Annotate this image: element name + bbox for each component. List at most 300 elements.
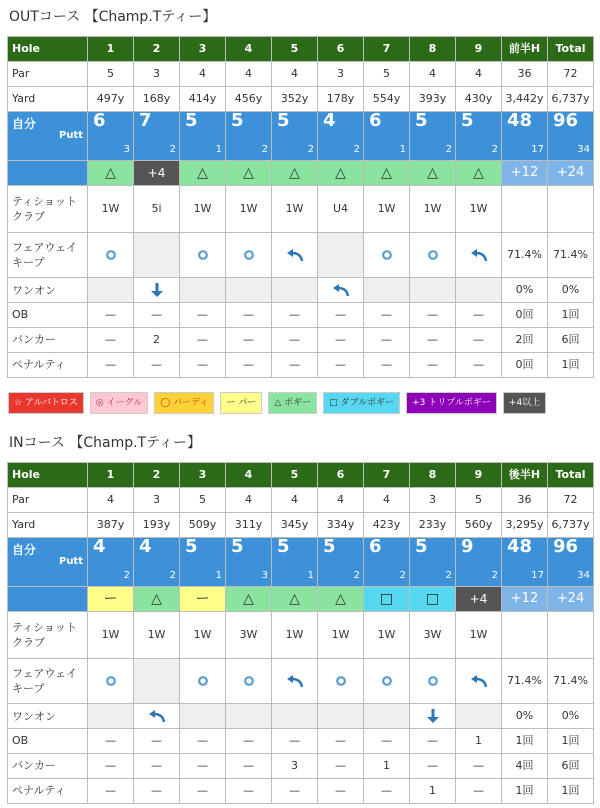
ob-label: OB	[8, 303, 88, 328]
penalty-cell: —	[272, 779, 318, 804]
bunker-cell: —	[456, 754, 502, 779]
putts-value: 2	[445, 570, 452, 581]
yard-cell: 387y	[88, 513, 134, 538]
ob-cell: 1回	[548, 303, 594, 328]
hole-header-cell: 3	[180, 463, 226, 488]
hole-header-cell: 1	[88, 463, 134, 488]
strokes-value: 5	[415, 536, 428, 557]
bunker-cell: 1	[364, 754, 410, 779]
legend-item: +3 トリプルボギー	[406, 392, 497, 414]
fairway-keep-row	[8, 233, 594, 278]
par-cell: 3	[318, 62, 364, 87]
hole-header-cell: 2	[134, 37, 180, 62]
bunker-label: バンカー	[8, 754, 88, 779]
putt-label: Putt	[58, 130, 83, 141]
par-cell: 4	[226, 488, 272, 513]
result-mark-cell: +12	[502, 161, 548, 186]
fairway-hit-icon	[381, 674, 393, 687]
score-cell	[88, 112, 134, 161]
fairway-keep-cell	[456, 659, 502, 704]
ob-cell: 1回	[548, 729, 594, 754]
par-cell: 4	[318, 488, 364, 513]
score-label: 自分	[12, 117, 37, 131]
miss-left-arrow-icon	[286, 248, 304, 261]
penalty-cell: 1	[410, 779, 456, 804]
result-mark-cell: △	[226, 161, 272, 186]
yard-label: Yard	[8, 513, 88, 538]
one-on-cell	[272, 278, 318, 303]
hole-header-cell: 5	[272, 463, 318, 488]
tee-club-cell: 1W	[456, 186, 502, 233]
yard-cell: 414y	[180, 87, 226, 112]
bunker-cell: —	[272, 328, 318, 353]
par-cell: 4	[180, 62, 226, 87]
tee-club-cell: 1W	[318, 612, 364, 659]
hole-header-cell: 6	[318, 463, 364, 488]
yard-cell: 423y	[364, 513, 410, 538]
one-on-cell: 0%	[502, 704, 548, 729]
par-cell: 5	[456, 488, 502, 513]
par-label: Par	[8, 488, 88, 513]
par-cell: 36	[502, 488, 548, 513]
strokes-value: 6	[369, 110, 382, 131]
fairway-keep-cell	[410, 659, 456, 704]
score-cell	[502, 112, 548, 161]
fairway-keep-cell	[410, 233, 456, 278]
score-row	[8, 538, 594, 587]
strokes-value: 5	[461, 110, 474, 131]
miss-left-arrow-icon	[332, 283, 350, 296]
tee-club-cell: 1W	[364, 186, 410, 233]
putts-value: 3	[261, 570, 268, 581]
putts-value: 34	[577, 570, 590, 581]
ob-cell: —	[134, 303, 180, 328]
one-on-cell: 0%	[502, 278, 548, 303]
putts-value: 17	[531, 570, 544, 581]
penalty-cell: —	[318, 353, 364, 378]
putts-value: 2	[261, 144, 268, 155]
header-row	[8, 463, 594, 488]
yard-cell: 334y	[318, 513, 364, 538]
par-label: Par	[8, 62, 88, 87]
strokes-value: 5	[231, 536, 244, 557]
bunker-cell: —	[226, 754, 272, 779]
legend-item: □ ダブルボギー	[323, 392, 400, 414]
fairway-keep-cell	[134, 233, 180, 278]
score-cell	[318, 112, 364, 161]
putts-value: 2	[123, 570, 130, 581]
ob-label: OB	[8, 729, 88, 754]
miss-left-arrow-icon	[148, 709, 166, 722]
in-course-title: INコース 【Champ.Tティー】	[9, 435, 201, 451]
one-on-cell	[318, 278, 364, 303]
strokes-value: 7	[139, 110, 152, 131]
result-mark-cell: △	[272, 161, 318, 186]
bunker-cell: —	[410, 754, 456, 779]
tee-club-cell	[548, 186, 594, 233]
strokes-value: 5	[415, 110, 428, 131]
tee-club-cell	[502, 186, 548, 233]
tee-club-row	[8, 186, 594, 233]
fairway-keep-cell	[226, 659, 272, 704]
tee-club-cell	[502, 612, 548, 659]
hole-header-cell: 4	[226, 463, 272, 488]
yard-label: Yard	[8, 87, 88, 112]
one-on-cell	[364, 278, 410, 303]
strokes-value: 6	[369, 536, 382, 557]
penalty-cell: —	[134, 353, 180, 378]
yard-cell: 509y	[180, 513, 226, 538]
result-mark-cell: △	[226, 587, 272, 612]
score-cell	[410, 112, 456, 161]
yard-cell: 456y	[226, 87, 272, 112]
tee-club-cell: 1W	[272, 612, 318, 659]
penalty-cell: —	[226, 779, 272, 804]
ob-cell: —	[318, 303, 364, 328]
bunker-cell: —	[364, 328, 410, 353]
par-cell: 5	[88, 62, 134, 87]
putts-value: 3	[123, 144, 130, 155]
par-cell: 3	[134, 62, 180, 87]
yard-cell: 168y	[134, 87, 180, 112]
strokes-value: 5	[231, 110, 244, 131]
result-mark-cell: +12	[502, 587, 548, 612]
fairway-keep-label: フェアウェイ キープ	[8, 659, 88, 704]
result-mark-cell: △	[134, 587, 180, 612]
ob-cell: 1	[456, 729, 502, 754]
yard-cell: 393y	[410, 87, 456, 112]
hole-header: Hole	[8, 463, 88, 488]
par-cell: 4	[410, 62, 456, 87]
one-on-cell	[456, 704, 502, 729]
ob-cell: —	[272, 729, 318, 754]
fairway-keep-label: フェアウェイ キープ	[8, 233, 88, 278]
result-mark-label	[8, 161, 88, 186]
yard-cell: 6,737y	[548, 87, 594, 112]
yard-cell: 6,737y	[548, 513, 594, 538]
out-course-title: OUTコース 【Champ.Tティー】	[9, 9, 217, 25]
fairway-hit-icon	[427, 248, 439, 261]
penalty-cell: —	[134, 779, 180, 804]
tee-club-cell: 1W	[456, 612, 502, 659]
putts-value: 17	[531, 144, 544, 155]
one-on-cell	[134, 278, 180, 303]
score-cell	[502, 538, 548, 587]
strokes-value: 48	[507, 110, 533, 131]
penalty-cell: —	[318, 779, 364, 804]
score-cell	[180, 112, 226, 161]
par-cell: 5	[364, 62, 410, 87]
legend-item: +4以上	[503, 392, 546, 414]
tee-club-cell: 3W	[226, 612, 272, 659]
legend-item: ☆ アルバトロス	[8, 392, 84, 414]
one-on-label: ワンオン	[8, 704, 88, 729]
miss-left-arrow-icon	[470, 248, 488, 261]
result-mark-cell: △	[410, 161, 456, 186]
yard-row	[8, 87, 594, 112]
ob-cell: —	[134, 729, 180, 754]
legend-item: △ ボギー	[268, 392, 317, 414]
penalty-cell: —	[456, 353, 502, 378]
putts-value: 2	[307, 144, 314, 155]
bunker-cell: 2	[134, 328, 180, 353]
bunker-cell: —	[456, 328, 502, 353]
ob-cell: —	[318, 729, 364, 754]
tee-club-cell: 1W	[134, 612, 180, 659]
yard-cell: 430y	[456, 87, 502, 112]
bunker-cell: —	[88, 754, 134, 779]
result-mark-row	[8, 161, 594, 186]
fairway-keep-cell	[318, 659, 364, 704]
score-cell	[456, 538, 502, 587]
par-cell: 4	[272, 62, 318, 87]
par-cell: 4	[226, 62, 272, 87]
ob-row	[8, 303, 594, 328]
fairway-keep-row	[8, 659, 594, 704]
fairway-hit-icon	[243, 674, 255, 687]
par-cell: 4	[88, 488, 134, 513]
strokes-value: 4	[323, 110, 336, 131]
strokes-value: 4	[139, 536, 152, 557]
score-legend	[8, 392, 593, 414]
tee-club-cell: 1W	[226, 186, 272, 233]
one-on-cell	[88, 704, 134, 729]
result-mark-cell: △	[456, 161, 502, 186]
result-mark-cell: +24	[548, 587, 594, 612]
score-cell	[410, 538, 456, 587]
score-cell	[272, 538, 318, 587]
yard-row	[8, 513, 594, 538]
putts-value: 1	[215, 570, 222, 581]
tee-club-cell: 1W	[180, 186, 226, 233]
putts-value: 1	[215, 144, 222, 155]
yard-cell: 345y	[272, 513, 318, 538]
ob-cell: —	[272, 303, 318, 328]
ob-cell: —	[180, 729, 226, 754]
par-cell: 3	[134, 488, 180, 513]
ob-cell: —	[456, 303, 502, 328]
fairway-keep-cell: 71.4%	[548, 233, 594, 278]
result-mark-cell: □	[364, 587, 410, 612]
hole-header-cell: 9	[456, 37, 502, 62]
hole-header-cell: 8	[410, 463, 456, 488]
yard-cell: 554y	[364, 87, 410, 112]
par-row	[8, 488, 594, 513]
out-section	[7, 8, 593, 378]
score-cell	[134, 112, 180, 161]
fairway-keep-cell: 71.4%	[502, 659, 548, 704]
legend-item: ー パー	[220, 392, 262, 414]
fairway-hit-icon	[243, 248, 255, 261]
ob-cell: —	[180, 303, 226, 328]
tee-club-cell: U4	[318, 186, 364, 233]
one-on-cell	[226, 704, 272, 729]
result-mark-label	[8, 587, 88, 612]
bunker-cell: —	[410, 328, 456, 353]
strokes-value: 9	[461, 536, 474, 557]
result-mark-cell: □	[410, 587, 456, 612]
fairway-keep-cell: 71.4%	[502, 233, 548, 278]
fairway-hit-icon	[197, 674, 209, 687]
putts-value: 34	[577, 144, 590, 155]
strokes-value: 5	[277, 536, 290, 557]
fairway-keep-cell	[318, 233, 364, 278]
fairway-keep-cell: 71.4%	[548, 659, 594, 704]
penalty-cell: —	[410, 353, 456, 378]
ob-cell: 1回	[502, 729, 548, 754]
fairway-keep-cell	[456, 233, 502, 278]
legend-item: ◎ イーグル	[90, 392, 148, 414]
one-on-cell	[410, 278, 456, 303]
yard-cell: 311y	[226, 513, 272, 538]
penalty-label: ペナルティ	[8, 353, 88, 378]
score-label-cell	[8, 538, 88, 587]
hole-header-cell: 7	[364, 37, 410, 62]
ob-cell: —	[364, 729, 410, 754]
bunker-cell: 6回	[548, 754, 594, 779]
tee-club-cell: 1W	[272, 186, 318, 233]
bunker-cell: 3	[272, 754, 318, 779]
out-scorecard-table	[7, 36, 594, 378]
fairway-hit-icon	[105, 674, 117, 687]
miss-short-arrow-icon	[427, 709, 439, 722]
fairway-keep-cell	[180, 233, 226, 278]
strokes-value: 48	[507, 536, 533, 557]
yard-cell: 497y	[88, 87, 134, 112]
in-section	[7, 434, 593, 804]
par-row	[8, 62, 594, 87]
hole-header-cell: 9	[456, 463, 502, 488]
yard-cell: 193y	[134, 513, 180, 538]
miss-left-arrow-icon	[470, 674, 488, 687]
putts-value: 1	[399, 144, 406, 155]
score-cell	[318, 538, 364, 587]
strokes-value: 96	[553, 536, 579, 557]
putts-value: 2	[491, 144, 498, 155]
hole-header-cell: 2	[134, 463, 180, 488]
score-cell	[226, 112, 272, 161]
ob-cell: —	[88, 729, 134, 754]
one-on-cell	[180, 704, 226, 729]
one-on-cell	[272, 704, 318, 729]
penalty-cell: —	[180, 779, 226, 804]
putts-value: 2	[169, 570, 176, 581]
one-on-cell: 0%	[548, 704, 594, 729]
score-cell	[180, 538, 226, 587]
result-mark-cell: +4	[134, 161, 180, 186]
score-cell	[364, 112, 410, 161]
putts-value: 2	[353, 144, 360, 155]
yard-cell: 3,442y	[502, 87, 548, 112]
result-mark-cell: +4	[456, 587, 502, 612]
fairway-keep-cell	[272, 659, 318, 704]
fairway-keep-cell	[88, 659, 134, 704]
strokes-value: 4	[93, 536, 106, 557]
hole-header: Hole	[8, 37, 88, 62]
yard-cell: 233y	[410, 513, 456, 538]
legend-item: ◯ バーディ	[154, 392, 214, 414]
ob-cell: —	[226, 729, 272, 754]
tee-club-cell	[548, 612, 594, 659]
par-cell: 72	[548, 488, 594, 513]
score-cell	[272, 112, 318, 161]
one-on-cell	[180, 278, 226, 303]
putts-value: 2	[353, 570, 360, 581]
fairway-hit-icon	[105, 248, 117, 261]
one-on-cell	[88, 278, 134, 303]
fairway-keep-cell	[364, 233, 410, 278]
hole-header-cell: 後半H	[502, 463, 548, 488]
hole-header-cell: 7	[364, 463, 410, 488]
putts-value: 2	[491, 570, 498, 581]
fairway-keep-cell	[88, 233, 134, 278]
ob-row	[8, 729, 594, 754]
penalty-cell: —	[364, 353, 410, 378]
bunker-cell: —	[318, 754, 364, 779]
header-row	[8, 37, 594, 62]
strokes-value: 5	[185, 536, 198, 557]
score-cell	[88, 538, 134, 587]
penalty-label: ペナルティ	[8, 779, 88, 804]
bunker-row	[8, 328, 594, 353]
score-label: 自分	[12, 543, 37, 557]
penalty-cell: —	[364, 779, 410, 804]
score-row	[8, 112, 594, 161]
penalty-cell: —	[456, 779, 502, 804]
result-mark-cell: +24	[548, 161, 594, 186]
fairway-keep-cell	[134, 659, 180, 704]
par-cell: 4	[456, 62, 502, 87]
fairway-keep-cell	[272, 233, 318, 278]
bunker-cell: —	[180, 754, 226, 779]
bunker-row	[8, 754, 594, 779]
penalty-row	[8, 779, 594, 804]
hole-header-cell: 前半H	[502, 37, 548, 62]
tee-club-row	[8, 612, 594, 659]
hole-header-cell: Total	[548, 463, 594, 488]
penalty-cell: 1回	[548, 353, 594, 378]
score-cell	[456, 112, 502, 161]
strokes-value: 5	[323, 536, 336, 557]
par-cell: 72	[548, 62, 594, 87]
result-mark-cell: △	[318, 587, 364, 612]
score-cell	[226, 538, 272, 587]
yard-cell: 352y	[272, 87, 318, 112]
putt-label: Putt	[58, 556, 83, 567]
penalty-cell: —	[272, 353, 318, 378]
result-mark-cell: △	[88, 161, 134, 186]
strokes-value: 5	[185, 110, 198, 131]
yard-cell: 560y	[456, 513, 502, 538]
score-cell	[548, 112, 594, 161]
bunker-cell: —	[318, 328, 364, 353]
one-on-cell: 0%	[548, 278, 594, 303]
penalty-cell: —	[88, 779, 134, 804]
tee-club-cell: 5i	[134, 186, 180, 233]
penalty-cell: —	[88, 353, 134, 378]
putts-value: 2	[169, 144, 176, 155]
fairway-keep-cell	[180, 659, 226, 704]
one-on-label: ワンオン	[8, 278, 88, 303]
tee-club-cell: 1W	[410, 186, 456, 233]
score-cell	[364, 538, 410, 587]
hole-header-cell: 4	[226, 37, 272, 62]
result-mark-cell: ー	[88, 587, 134, 612]
tee-club-cell: 1W	[180, 612, 226, 659]
putts-value: 2	[399, 570, 406, 581]
par-cell: 4	[272, 488, 318, 513]
strokes-value: 96	[553, 110, 579, 131]
